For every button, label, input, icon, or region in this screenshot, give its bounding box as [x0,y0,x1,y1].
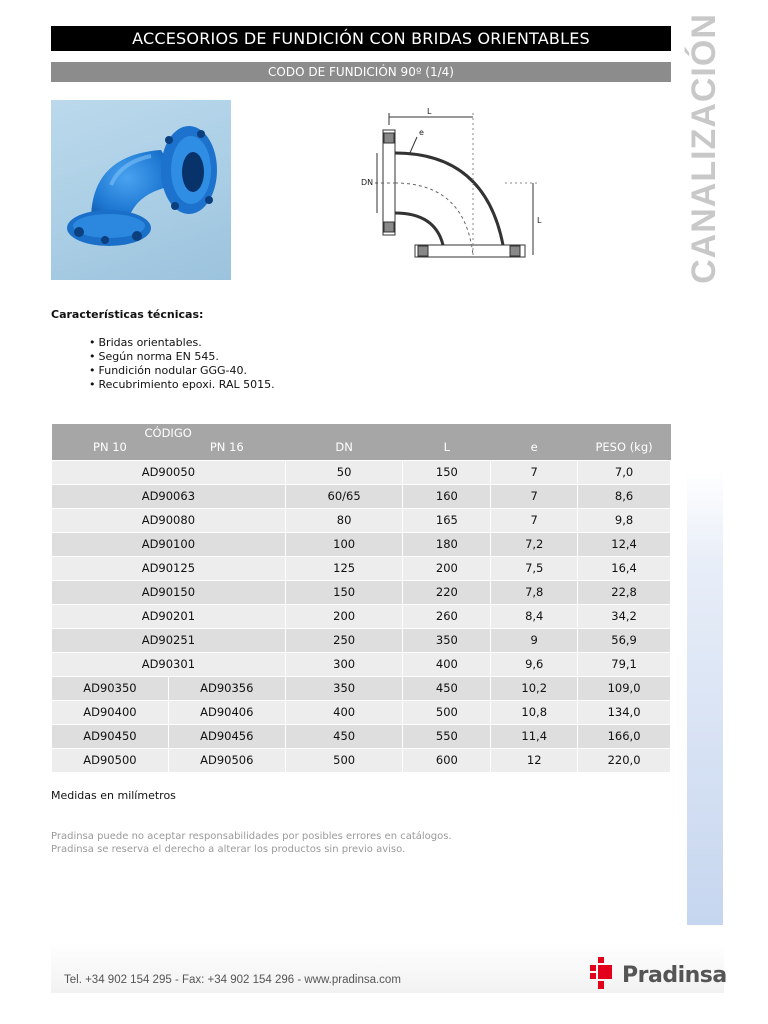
col-header-dn: DN [285,440,403,460]
cell-peso: 34,2 [578,604,671,628]
cell-code: AD90251 [52,628,286,652]
cell-dn: 400 [285,700,403,724]
section-side-title [684,12,723,284]
col-header-pn16: PN 16 [168,440,285,460]
cell-code: AD90301 [52,652,286,676]
cell-l: 400 [403,652,491,676]
cell-code: AD90201 [52,604,286,628]
dim-dn-label: DN [361,178,374,187]
table-row [52,676,671,700]
cell-peso: 9,8 [578,508,671,532]
table-row [52,652,671,676]
table-row [52,532,671,556]
cell-e: 7 [491,508,578,532]
product-photo [51,100,231,280]
cell-pn16: AD90406 [168,700,285,724]
cell-dn: 200 [285,604,403,628]
table-row [52,748,671,772]
cell-peso: 79,1 [578,652,671,676]
cell-pn16: AD90456 [168,724,285,748]
cell-code: AD90150 [52,580,286,604]
table-row [52,604,671,628]
pradinsa-logo [590,957,727,993]
col-header-e: e [491,440,578,460]
cell-l: 600 [403,748,491,772]
cell-l: 220 [403,580,491,604]
logo-squares-icon [590,957,620,993]
cell-dn: 450 [285,724,403,748]
cell-e: 9,6 [491,652,578,676]
cell-dn: 50 [285,460,403,484]
feature-item: • Fundición nodular GGG-40. [89,364,275,378]
cell-pn16: AD90506 [168,748,285,772]
cell-l: 150 [403,460,491,484]
spec-table [51,424,671,773]
cell-peso: 7,0 [578,460,671,484]
cell-peso: 134,0 [578,700,671,724]
cell-l: 450 [403,676,491,700]
features-list [89,336,275,392]
cell-pn10: AD90450 [52,724,169,748]
elbow-dimension-diagram [355,105,550,275]
cell-pn10: AD90400 [52,700,169,724]
disclaimer-line: Pradinsa puede no aceptar responsabilidades por posibles errores en catálogos. [51,831,452,842]
cell-dn: 350 [285,676,403,700]
technical-drawing [355,105,550,275]
cell-e: 10,2 [491,676,578,700]
cell-e: 7 [491,460,578,484]
col-header-l: L [403,440,491,460]
cell-code: AD90100 [52,532,286,556]
page-subtitle: CODO DE FUNDICIÓN 90º (1/4) [51,62,671,82]
table-row [52,700,671,724]
cell-pn10: AD90500 [52,748,169,772]
cell-dn: 500 [285,748,403,772]
dim-l-side-label: L [537,216,542,225]
cell-l: 350 [403,628,491,652]
cell-dn: 150 [285,580,403,604]
cell-e: 7,5 [491,556,578,580]
cell-l: 260 [403,604,491,628]
feature-item: • Según norma EN 545. [89,350,275,364]
cell-peso: 109,0 [578,676,671,700]
cell-l: 550 [403,724,491,748]
features-heading: Características técnicas: [51,308,204,321]
cell-e: 8,4 [491,604,578,628]
side-title-text: CANALIZACIÓN [684,12,723,284]
cell-peso: 16,4 [578,556,671,580]
cell-dn: 60/65 [285,484,403,508]
feature-item: • Recubrimiento epoxi. RAL 5015. [89,378,275,392]
cell-peso: 12,4 [578,532,671,556]
table-row [52,508,671,532]
cell-dn: 250 [285,628,403,652]
side-decor-strip [687,470,723,925]
page-title: ACCESORIOS DE FUNDICIÓN CON BRIDAS ORIENTABLES [51,26,671,51]
table-row [52,556,671,580]
table-row [52,484,671,508]
col-header-pn10: PN 10 [52,440,169,460]
table-row [52,460,671,484]
cell-e: 7,8 [491,580,578,604]
col-header-peso: PESO (kg) [578,440,671,460]
cell-e: 7 [491,484,578,508]
cell-code: AD90063 [52,484,286,508]
cell-e: 10,8 [491,700,578,724]
cell-e: 11,4 [491,724,578,748]
dim-l-top-label: L [427,107,432,116]
cell-peso: 56,9 [578,628,671,652]
disclaimer-line: Pradinsa se reserva el derecho a alterar los productos sin previo aviso. [51,844,406,855]
disclaimer [51,830,452,856]
cell-e: 9 [491,628,578,652]
cell-code: AD90125 [52,556,286,580]
elbow-fitting-image [51,100,231,280]
cell-pn16: AD90356 [168,676,285,700]
cell-dn: 300 [285,652,403,676]
cell-l: 160 [403,484,491,508]
cell-code: AD90080 [52,508,286,532]
table-row [52,580,671,604]
cell-l: 180 [403,532,491,556]
cell-pn10: AD90350 [52,676,169,700]
cell-dn: 80 [285,508,403,532]
cell-peso: 166,0 [578,724,671,748]
cell-peso: 22,8 [578,580,671,604]
cell-peso: 220,0 [578,748,671,772]
table-row [52,628,671,652]
cell-e: 12 [491,748,578,772]
cell-l: 165 [403,508,491,532]
cell-dn: 100 [285,532,403,556]
cell-l: 200 [403,556,491,580]
cell-e: 7,2 [491,532,578,556]
cell-code: AD90050 [52,460,286,484]
cell-l: 500 [403,700,491,724]
codigo-group-header: CÓDIGO [52,424,286,440]
table-row [52,724,671,748]
cell-peso: 8,6 [578,484,671,508]
dim-e-label: e [419,128,424,137]
footer-contact: Tel. +34 902 154 295 - Fax: +34 902 154 296 - www.pradinsa.com [64,974,401,986]
feature-item: • Bridas orientables. [89,336,275,350]
cell-dn: 125 [285,556,403,580]
logo-text: Pradinsa [622,963,727,988]
units-note: Medidas en milímetros [51,789,176,802]
